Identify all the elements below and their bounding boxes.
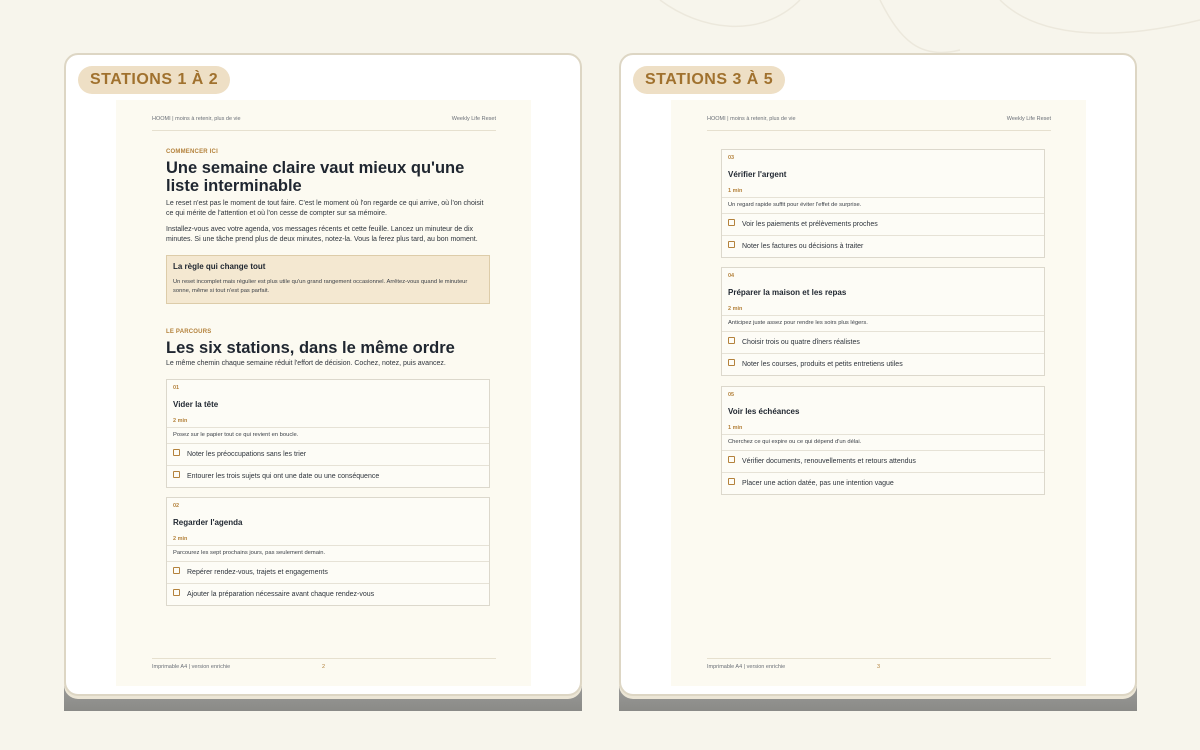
footer-label: Imprimable A4 | version enrichie	[152, 664, 231, 670]
checklist-label: Ajouter la préparation nécessaire avant chaque rendez-vous	[187, 591, 375, 598]
tablet-left	[64, 53, 582, 696]
station-title: Regarder l'agenda	[173, 518, 243, 527]
station-description: Un regard rapide suffit pour éviter l'effet de surprise.	[722, 197, 1044, 213]
station-title: Vider la tête	[173, 400, 219, 409]
checkbox-icon[interactable]	[173, 567, 180, 574]
footer-label: Imprimable A4 | version enrichie	[707, 664, 786, 670]
section-pill: STATIONS 3 À 5	[633, 66, 785, 94]
parcours-text: Le même chemin chaque semaine réduit l'effort de décision. Cochez, notez, puis avancez.	[166, 360, 446, 367]
station-card	[166, 379, 490, 488]
station-card	[721, 267, 1045, 376]
station-duration: 1 min	[728, 425, 743, 431]
header-brand-line: HOOMI | moins à retenir, plus de vie	[152, 116, 241, 122]
eyebrow: COMMENCER ICI	[166, 149, 218, 155]
parcours-section	[166, 329, 490, 369]
station-duration: 1 min	[728, 188, 743, 194]
station-duration: 2 min	[173, 536, 188, 542]
station-card	[721, 149, 1045, 258]
checklist-label: Noter les courses, produits et petits entretiens utiles	[742, 361, 903, 368]
checklist-item[interactable]	[722, 235, 1044, 257]
checklist-item[interactable]	[167, 443, 489, 465]
intro-paragraph-1: Le reset n'est pas le moment de tout faire. C'est le moment où l'on regarde ce qui arrive, où l'on choisit ce qui mérite de l'attention et où l'on cesse de compter sur sa mémoire.	[166, 200, 484, 217]
page-footer	[152, 658, 496, 670]
station-duration: 2 min	[728, 306, 743, 312]
checkbox-icon[interactable]	[728, 219, 735, 226]
checklist-item[interactable]	[722, 331, 1044, 353]
checklist-label: Repérer rendez-vous, trajets et engagements	[187, 569, 328, 576]
checklist-label: Noter les préoccupations sans les trier	[187, 451, 307, 458]
checkbox-icon[interactable]	[728, 478, 735, 485]
station-card	[721, 386, 1045, 495]
checkbox-icon[interactable]	[173, 471, 180, 478]
station-number: 03	[728, 155, 735, 161]
checklist-item[interactable]	[722, 213, 1044, 235]
station-title: Préparer la maison et les repas	[728, 288, 847, 297]
station-title: Vérifier l'argent	[728, 170, 787, 179]
checklist-item[interactable]	[167, 583, 489, 605]
checklist-item[interactable]	[167, 465, 489, 487]
checklist-label: Vérifier documents, renouvellements et retours attendus	[742, 458, 916, 465]
page-number: 2	[322, 664, 326, 670]
header-doc-title: Weekly Life Reset	[451, 116, 496, 122]
station-description: Posez sur le papier tout ce qui revient en boucle.	[167, 427, 489, 443]
station-duration: 2 min	[173, 418, 188, 424]
tagline: moins à retenir, plus de vie	[175, 116, 241, 122]
brand: HOOMI	[707, 116, 726, 122]
checklist-label: Placer une action datée, pas une intention vague	[742, 480, 894, 487]
checklist-item[interactable]	[722, 450, 1044, 472]
intro-section	[166, 149, 490, 304]
station-number: 04	[728, 273, 735, 279]
header-brand-line: HOOMI | moins à retenir, plus de vie	[707, 116, 796, 122]
tablet-right	[619, 53, 1137, 696]
station-title: Voir les échéances	[728, 407, 800, 416]
checklist-label: Noter les factures ou décisions à traiter	[742, 243, 864, 250]
rule-title: La règle qui change tout	[173, 262, 266, 271]
checkbox-icon[interactable]	[173, 589, 180, 596]
section-pill: STATIONS 1 À 2	[78, 66, 230, 94]
checkbox-icon[interactable]	[728, 359, 735, 366]
page-number: 3	[877, 664, 881, 670]
checkbox-icon[interactable]	[728, 241, 735, 248]
station-description: Cherchez ce qui expire ou ce qui dépend d'un délai.	[722, 434, 1044, 450]
station-number: 02	[173, 503, 180, 509]
parcours-title: Les six stations, dans le même ordre	[166, 339, 455, 357]
station-number: 01	[173, 385, 180, 391]
checkbox-icon[interactable]	[173, 449, 180, 456]
page-footer	[707, 658, 1051, 670]
station-description: Anticipez juste assez pour rendre les soirs plus légers.	[722, 315, 1044, 331]
checklist-item[interactable]	[722, 472, 1044, 494]
page-header	[152, 116, 496, 131]
checkbox-icon[interactable]	[728, 337, 735, 344]
intro-title: Une semaine claire vaut mieux qu'une liste interminable	[166, 159, 465, 195]
checklist-label: Entourer les trois sujets qui ont une date ou une conséquence	[187, 473, 380, 480]
brand: HOOMI	[152, 116, 171, 122]
checkbox-icon[interactable]	[728, 456, 735, 463]
rule-text: Un reset incomplet mais régulier est plus utile qu'un grand rangement occasionnel. Arrêtez-vous quand le minuteur sonne, même si tout n'est pas parfait.	[173, 279, 468, 294]
eyebrow: LE PARCOURS	[166, 329, 212, 335]
tagline: moins à retenir, plus de vie	[730, 116, 796, 122]
checklist-label: Choisir trois ou quatre dîners réalistes	[742, 339, 860, 346]
station-card	[166, 497, 490, 606]
rule-callout	[166, 255, 490, 304]
checklist-label: Voir les paiements et prélèvements proches	[742, 221, 878, 228]
header-doc-title: Weekly Life Reset	[1006, 116, 1051, 122]
station-description: Parcourez les sept prochains jours, pas seulement demain.	[167, 545, 489, 561]
station-number: 05	[728, 392, 735, 398]
page-header	[707, 116, 1051, 131]
page-sheet	[671, 100, 1086, 686]
checklist-item[interactable]	[722, 353, 1044, 375]
page-sheet	[116, 100, 531, 686]
intro-paragraph-2: Installez-vous avec votre agenda, vos messages récents et cette feuille. Lancez un minuteur de dix minutes. Si une tâche prend plus de deux minutes, notez-la. Vous la ferez plus tard, au bon moment.	[166, 226, 478, 243]
checklist-item[interactable]	[167, 561, 489, 583]
